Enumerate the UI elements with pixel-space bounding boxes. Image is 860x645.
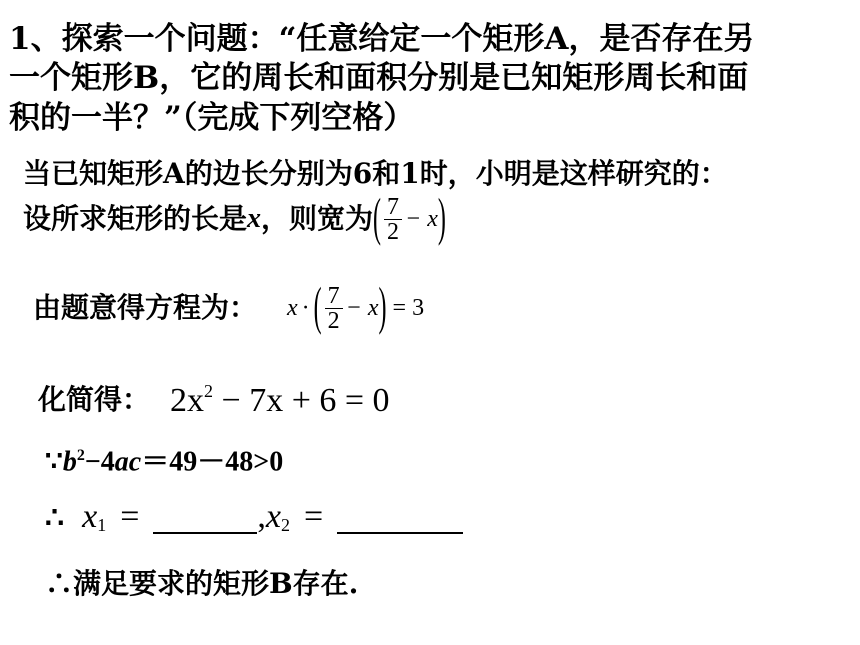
simplify-line: [38, 382, 390, 418]
right-paren: ): [437, 190, 446, 248]
problem-line-2: 一个矩形B，它的周长和面积分别是已知矩形周长和面: [9, 60, 749, 96]
left-paren: (: [313, 279, 322, 337]
fraction-denominator: 2: [327, 307, 340, 334]
equation-rhs: = 3: [392, 295, 425, 321]
root-x2-subscript: 2: [280, 515, 290, 535]
equation-label: 由题意得方程为：: [33, 291, 258, 324]
disc-ac: ac: [114, 446, 142, 478]
because-symbol: ∵: [45, 446, 63, 478]
equation-x: x: [287, 295, 298, 321]
disc-b: b: [62, 446, 77, 478]
setup-prefix: 设所求矩形的长是: [23, 202, 248, 235]
problem-line-3: 积的一半？”（完成下列空格）: [9, 100, 415, 136]
fraction-numerator: 7: [325, 284, 343, 309]
fraction-7-2: [384, 195, 402, 244]
simplify-term-a: 2x: [170, 382, 205, 419]
dot-operator: ·: [301, 295, 310, 321]
right-paren: ): [378, 279, 387, 337]
root-x2-equals: =: [303, 498, 324, 535]
fraction-denominator: 2: [387, 218, 400, 245]
x2-answer-blank[interactable]: [337, 506, 463, 534]
simplified-equation: [170, 382, 390, 418]
root-comma: ,: [257, 498, 266, 535]
simplify-term-b: − 7x + 6 = 0: [213, 382, 390, 419]
root-x1-equals: =: [120, 498, 140, 535]
simplify-label: 化简得：: [38, 383, 151, 416]
disc-rest-a: −4: [84, 446, 115, 478]
root-x1: x: [82, 498, 98, 535]
fraction-7-2: [325, 284, 343, 333]
left-paren: (: [373, 190, 382, 248]
minus-x: − x: [345, 295, 379, 321]
minus-x: − x: [405, 206, 438, 232]
disc-rest-b: ＝49－48>0: [141, 446, 284, 478]
x1-answer-blank[interactable]: [153, 506, 257, 534]
width-expression: [373, 190, 446, 248]
setup-line-2: [23, 184, 446, 254]
problem-line-1: 1、探索一个问题：“任意给定一个矩形A，是否存在另: [9, 21, 755, 57]
setup-line-1: 当已知矩形A的边长分别为6和1时，小明是这样研究的：: [23, 157, 728, 190]
root-x1-subscript: 1: [97, 515, 107, 535]
equation-line: [33, 268, 424, 348]
simplify-exponent: 2: [204, 381, 214, 401]
root-x2: x: [265, 498, 281, 535]
conclusion-line: ∴满足要求的矩形B存在.: [45, 567, 359, 600]
disc-exponent: 2: [76, 447, 85, 464]
therefore-symbol: ∴: [45, 502, 65, 535]
roots-line: [45, 500, 463, 534]
setup-var-x: x: [247, 203, 262, 234]
fraction-numerator: 7: [384, 195, 402, 220]
equation-expression: [287, 279, 425, 337]
discriminant-line: [45, 448, 283, 476]
setup-mid: ，则宽为: [261, 202, 374, 235]
